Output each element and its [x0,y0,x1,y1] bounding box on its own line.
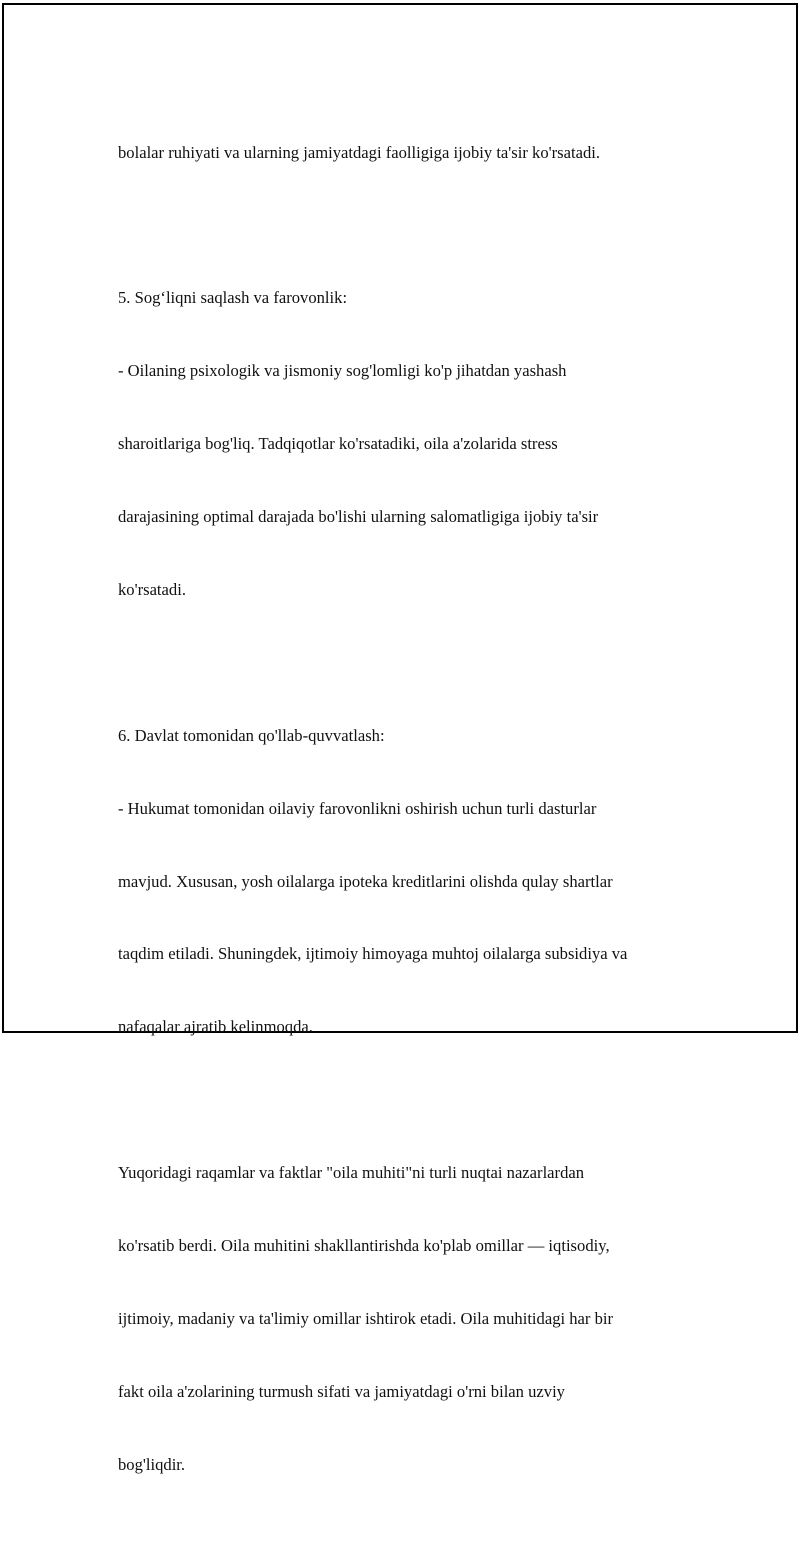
text-line: mavjud. Xususan, yosh oilalarga ipoteka kreditlarini olishda qulay shartlar [118,871,613,891]
paragraph-intro-tail [118,92,698,213]
section-heading: 5. Sog‘liqni saqlash va farovonlik: [118,288,348,308]
paragraph-state-support [118,675,698,1088]
text-line: fakt oila a'zolarining turmush sifati va jamiyatdagi o'rni bilan uzviy [118,1381,565,1401]
text-line: Yuqoridagi raqamlar va faktlar "oila muhiti"ni turli nuqtai nazarlardan [118,1163,585,1183]
text-line: bog'liqdir. [118,1454,186,1474]
text-line: taqdim etiladi. Shuningdek, ijtimoiy himoyaga muhtoj oilalarga subsidiya va [118,944,628,964]
text-line: darajasining optimal darajada bo'lishi ularning salomatligiga ijobiy ta'sir [118,507,599,527]
text-line: nafaqalar ajratib kelinmoqda. [118,1017,313,1037]
text-line: bolalar ruhiyati va ularning jamiyatdagi faolligiga ijobiy ta'sir ko'rsatadi. [118,142,600,162]
text-line: - Hukumat tomonidan oilaviy farovonlikni oshirish uchun turli dasturlar [118,798,597,818]
document-body [118,92,698,1550]
paragraph-conclusion [118,1112,698,1525]
section-heading: 6. Davlat tomonidan qo'llab-quvvatlash: [118,725,385,745]
text-line: sharoitlariga bog'liq. Tadqiqotlar ko'rsatadiki, oila a'zolarida stress [118,434,558,454]
text-line: ijtimoiy, madaniy va ta'limiy omillar ishtirok etadi. Oila muhitidagi har bir [118,1308,614,1328]
text-line: ko'rsatib berdi. Oila muhitini shakllantirishda ko'plab omillar — iqtisodiy, [118,1235,610,1255]
paragraph-health-wellbeing [118,238,698,651]
text-line: - Oilaning psixologik va jismoniy sog'lomligi ko'p jihatdan yashash [118,361,567,381]
text-line: ko'rsatadi. [118,579,186,599]
